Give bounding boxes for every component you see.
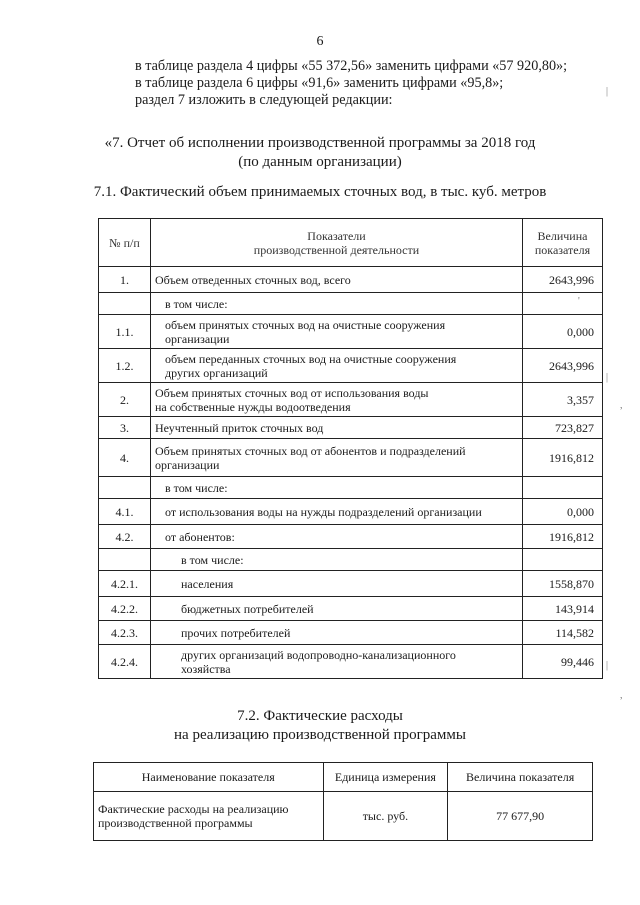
expense-name (94, 792, 324, 841)
header-num: № п/п (99, 219, 151, 267)
row-number (99, 293, 151, 315)
scan-mark: | (606, 660, 609, 671)
intro-paragraph (135, 58, 567, 109)
table-row (99, 499, 603, 525)
header-indicator-line2: производственной деятельности (253, 242, 420, 257)
header-value-line1: Величина (537, 228, 588, 243)
table-row (99, 267, 603, 293)
table-header-row (99, 219, 603, 267)
section-title-line2: (по данным организации) (238, 154, 402, 170)
row-indicator-line2: других организаций (165, 365, 268, 380)
row-indicator-line1: населения (181, 576, 234, 591)
header-value: Величина показателя (448, 763, 593, 792)
row-value: 3,357 (523, 383, 603, 417)
row-indicator (151, 597, 523, 621)
row-value (523, 549, 603, 571)
table-row (99, 645, 603, 679)
row-value: 0,000 (523, 315, 603, 349)
row-value: 1558,870 (523, 571, 603, 597)
row-indicator (151, 315, 523, 349)
row-value: 1916,812 (523, 439, 603, 477)
header-unit: Единица измерения (323, 763, 448, 792)
row-indicator-line2: организации (165, 331, 230, 346)
row-number: 4.2. (99, 525, 151, 549)
expense-value: 77 677,90 (448, 792, 593, 841)
table-row (99, 525, 603, 549)
table1-body (99, 267, 603, 679)
row-indicator-line1: в том числе: (181, 552, 244, 567)
row-indicator (151, 477, 523, 499)
row-indicator-line2: на собственные нужды водоотведения (155, 399, 351, 414)
row-indicator-line1: Неучтенный приток сточных вод (155, 420, 324, 435)
row-indicator (151, 549, 523, 571)
row-indicator-line1: в том числе: (165, 480, 228, 495)
table-row (99, 549, 603, 571)
intro-line: в таблице раздела 4 цифры «55 372,56» заменить цифрами «57 920,80»; (135, 58, 568, 74)
row-value (523, 477, 603, 499)
row-indicator (151, 267, 523, 293)
row-indicator (151, 525, 523, 549)
header-indicator (151, 219, 523, 267)
row-indicator-line1: других организаций водопроводно-канализационного (181, 647, 456, 662)
row-number: 1.2. (99, 349, 151, 383)
row-number: 2. (99, 383, 151, 417)
row-indicator-line1: объем переданных сточных вод на очистные сооружения (165, 351, 457, 366)
row-indicator-line2: организации (155, 457, 220, 472)
table-row (99, 477, 603, 499)
header-indicator-line1: Показатели (307, 228, 366, 243)
row-value: 143,914 (523, 597, 603, 621)
intro-line: в таблице раздела 6 цифры «91,6» заменить цифрами «95,8»; (135, 75, 504, 91)
row-indicator-line1: Объем принятых сточных вод от абонентов и подразделений (155, 443, 466, 458)
table-header-row (94, 763, 593, 792)
scan-mark: | (606, 372, 609, 383)
table2-title (0, 707, 640, 745)
row-number: 4.2.1. (99, 571, 151, 597)
row-indicator (151, 499, 523, 525)
row-indicator-line1: Объем принятых сточных вод от использования воды (155, 385, 429, 400)
table-row (99, 597, 603, 621)
row-number: 3. (99, 417, 151, 439)
table-row (99, 383, 603, 417)
scan-mark: ' (578, 296, 580, 307)
table-row (99, 571, 603, 597)
table2-title-line2: на реализацию производственной программы (174, 727, 466, 743)
wastewater-volume-table (98, 218, 603, 679)
table-row (99, 349, 603, 383)
scan-mark: , (620, 400, 623, 411)
section-title-line1: «7. Отчет об исполнении производственной программы за 2018 год (104, 135, 536, 151)
row-value: 0,000 (523, 499, 603, 525)
expense-unit: тыс. руб. (323, 792, 448, 841)
header-name: Наименование показателя (94, 763, 324, 792)
row-indicator (151, 349, 523, 383)
program-expenses-table (93, 762, 593, 841)
table1-title: 7.1. Фактический объем принимаемых сточных вод, в тыс. куб. метров (93, 184, 547, 200)
row-indicator (151, 417, 523, 439)
row-indicator-line1: в том числе: (165, 296, 228, 311)
row-value: 114,582 (523, 621, 603, 645)
row-number: 4.2.3. (99, 621, 151, 645)
table-row (99, 621, 603, 645)
row-value: 99,446 (523, 645, 603, 679)
row-indicator (151, 439, 523, 477)
scan-mark: , (620, 690, 623, 701)
row-indicator (151, 383, 523, 417)
row-indicator (151, 621, 523, 645)
row-indicator-line2: хозяйства (181, 661, 231, 676)
scan-mark: | (606, 86, 609, 97)
row-value: 2643,996 (523, 267, 603, 293)
row-value: 2643,996 (523, 349, 603, 383)
row-indicator-line1: бюджетных потребителей (181, 601, 314, 616)
row-number: 4.2.4. (99, 645, 151, 679)
row-indicator (151, 571, 523, 597)
page-number: 6 (316, 34, 324, 49)
row-number: 4. (99, 439, 151, 477)
expense-name-line2: производственной программы (98, 816, 253, 830)
row-value: 723,827 (523, 417, 603, 439)
table-row (99, 439, 603, 477)
row-number (99, 477, 151, 499)
table2-title-line1: 7.2. Фактические расходы (237, 708, 403, 724)
row-number: 4.1. (99, 499, 151, 525)
row-value (523, 293, 603, 315)
table-row (99, 315, 603, 349)
row-value: 1916,812 (523, 525, 603, 549)
table-row (99, 293, 603, 315)
row-indicator-line1: от абонентов: (165, 529, 235, 544)
table-row (94, 792, 593, 841)
row-indicator-line1: Объем отведенных сточных вод, всего (155, 272, 351, 287)
expense-name-line1: Фактические расходы на реализацию (98, 802, 289, 816)
row-number: 1.1. (99, 315, 151, 349)
row-number: 1. (99, 267, 151, 293)
row-indicator-line1: прочих потребителей (181, 625, 291, 640)
header-value (523, 219, 603, 267)
table-row (99, 417, 603, 439)
row-indicator (151, 293, 523, 315)
row-number: 4.2.2. (99, 597, 151, 621)
row-indicator-line1: от использования воды на нужды подразделений организации (165, 504, 482, 519)
row-number (99, 549, 151, 571)
row-indicator (151, 645, 523, 679)
intro-line: раздел 7 изложить в следующей редакции: (135, 92, 393, 108)
header-value-line2: показателя (534, 242, 591, 257)
row-indicator-line1: объем принятых сточных вод на очистные сооружения (165, 317, 446, 332)
